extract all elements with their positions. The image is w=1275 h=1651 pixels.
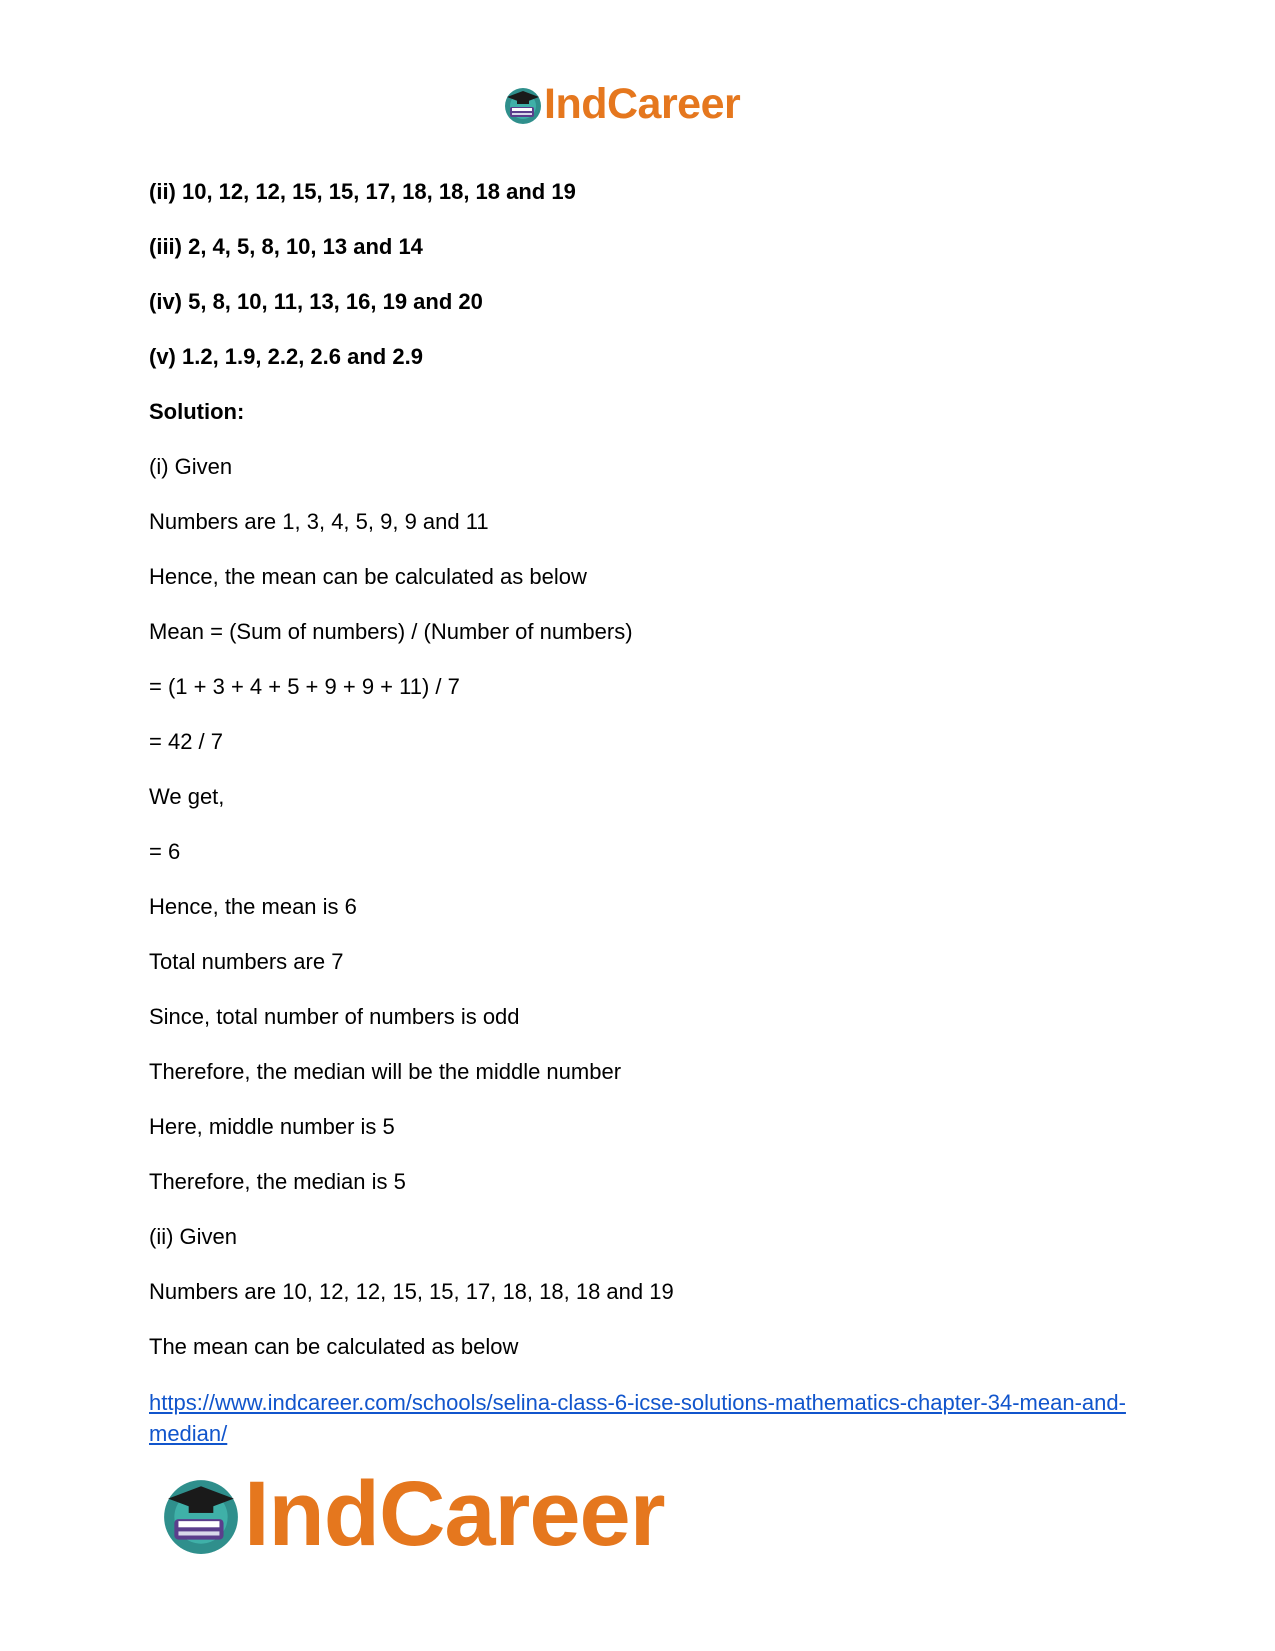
solution-line: = 42 / 7 [149,729,224,754]
solution-line: Mean = (Sum of numbers) / (Number of numbers) [149,619,633,644]
solution-line: Hence, the mean is 6 [149,894,357,919]
source-link[interactable]: https://www.indcareer.com/schools/selina-class-6-icse-solutions-mathematics-chapter-34-mean-and-median/ [149,1390,1126,1446]
graduation-book-icon [160,1474,242,1556]
solution-line: Therefore, the median will be the middle number [149,1059,622,1084]
solution-line: Numbers are 1, 3, 4, 5, 9, 9 and 11 [149,509,489,534]
solution-line: The mean can be calculated as below [149,1334,519,1359]
solution-line: Therefore, the median is 5 [149,1169,406,1194]
solution-line: Here, middle number is 5 [149,1114,395,1139]
question-item: (v) 1.2, 1.9, 2.2, 2.6 and 2.9 [149,344,423,369]
logo-text: IndCareer [544,80,741,128]
solution-heading: Solution: [149,399,245,424]
logo-text: IndCareer [244,1463,665,1565]
graduation-book-icon [503,85,543,125]
solution-line: We get, [149,784,225,809]
solution-line: (i) Given [149,454,233,479]
question-item: (iii) 2, 4, 5, 8, 10, 13 and 14 [149,234,423,259]
solution-line: Hence, the mean can be calculated as below [149,564,587,589]
solution-line: Total numbers are 7 [149,949,344,974]
solution-line: = (1 + 3 + 4 + 5 + 9 + 9 + 11) / 7 [149,674,460,699]
footer-logo [160,1462,665,1567]
question-item: (ii) 10, 12, 12, 15, 15, 17, 18, 18, 18 and 19 [149,179,576,204]
header-logo [503,80,740,129]
solution-line: (ii) Given [149,1224,238,1249]
solution-line: = 6 [149,839,181,864]
solution-line: Since, total number of numbers is odd [149,1004,520,1029]
document-body [149,172,1129,1382]
solution-line: Numbers are 10, 12, 12, 15, 15, 17, 18, 18, 18 and 19 [149,1279,674,1304]
question-item: (iv) 5, 8, 10, 11, 13, 16, 19 and 20 [149,289,483,314]
